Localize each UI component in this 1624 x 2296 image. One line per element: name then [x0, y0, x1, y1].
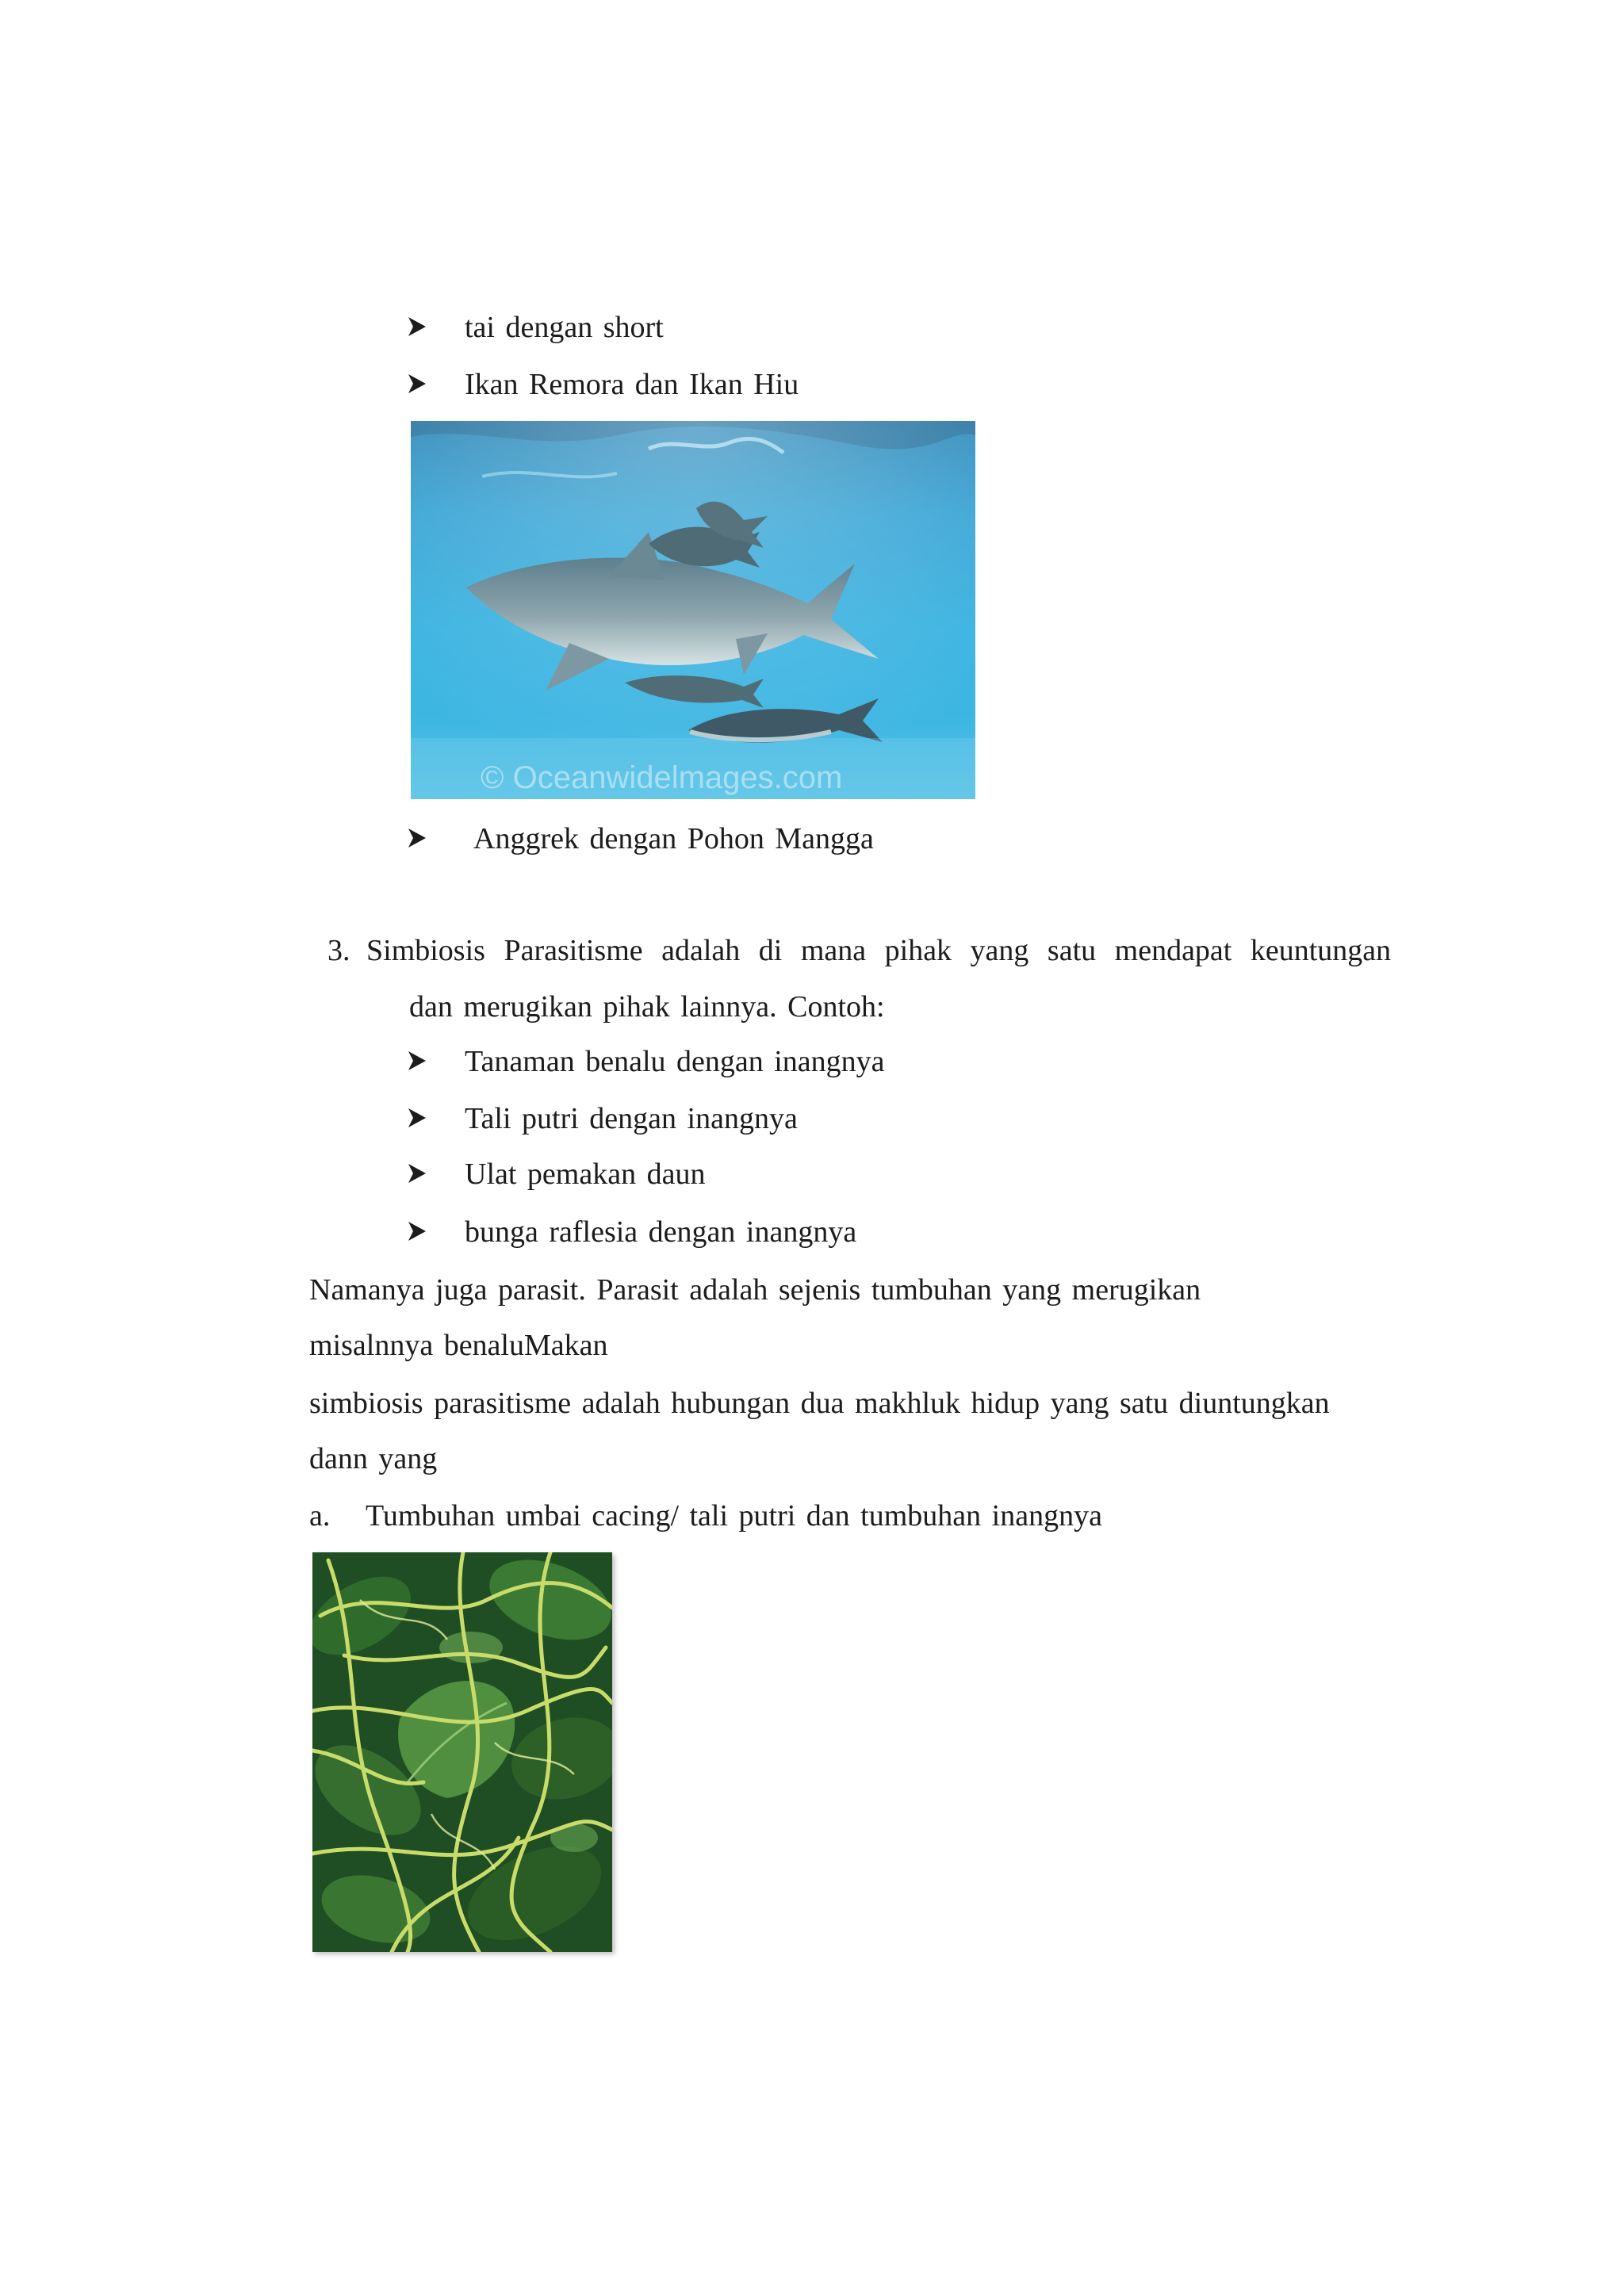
arrowhead-bullet-icon [408, 1050, 427, 1071]
paragraph-line: dann yang [309, 1442, 438, 1475]
bullet-item: tai dengan short [465, 311, 664, 344]
paragraph-line: simbiosis parasitisme adalah hubungan dua makhluk hidup yang satu diuntungkan [309, 1387, 1330, 1420]
arrowhead-bullet-icon [408, 1221, 427, 1242]
shark-remora-photo [411, 421, 975, 799]
paragraph-line: Namanya juga parasit. Parasit adalah sejenis tumbuhan yang merugikan [309, 1273, 1201, 1307]
image-watermark: © Oceanwidelmages.com [481, 760, 843, 795]
bullet-item: Ulat pemakan daun [465, 1158, 706, 1191]
arrowhead-bullet-icon [408, 1108, 427, 1128]
bullet-item: Tanaman benalu dengan inangnya [465, 1045, 885, 1078]
item-label: a. [309, 1499, 331, 1533]
section-heading-line: Simbiosis Parasitisme adalah di mana pihak yang satu mendapat keuntungan [366, 934, 1392, 967]
list-number: 3. [327, 934, 350, 967]
bullet-item: Anggrek dengan Pohon Mangga [473, 822, 874, 855]
dodder-vine-photo [312, 1552, 612, 1952]
item-text: Tumbuhan umbai cacing/ tali putri dan tumbuhan inangnya [366, 1499, 1102, 1533]
bullet-item: Ikan Remora dan Ikan Hiu [465, 368, 799, 401]
arrowhead-bullet-icon [408, 1163, 427, 1184]
bullet-item: bunga raflesia dengan inangnya [465, 1215, 857, 1249]
arrowhead-bullet-icon [408, 316, 427, 337]
arrowhead-bullet-icon [408, 373, 427, 394]
section-text-line: dan merugikan pihak lainnya. Contoh: [409, 990, 885, 1024]
arrowhead-bullet-icon [408, 828, 427, 848]
bullet-item: Tali putri dengan inangnya [465, 1102, 798, 1135]
paragraph-line: misalnnya benaluMakan [309, 1329, 608, 1362]
